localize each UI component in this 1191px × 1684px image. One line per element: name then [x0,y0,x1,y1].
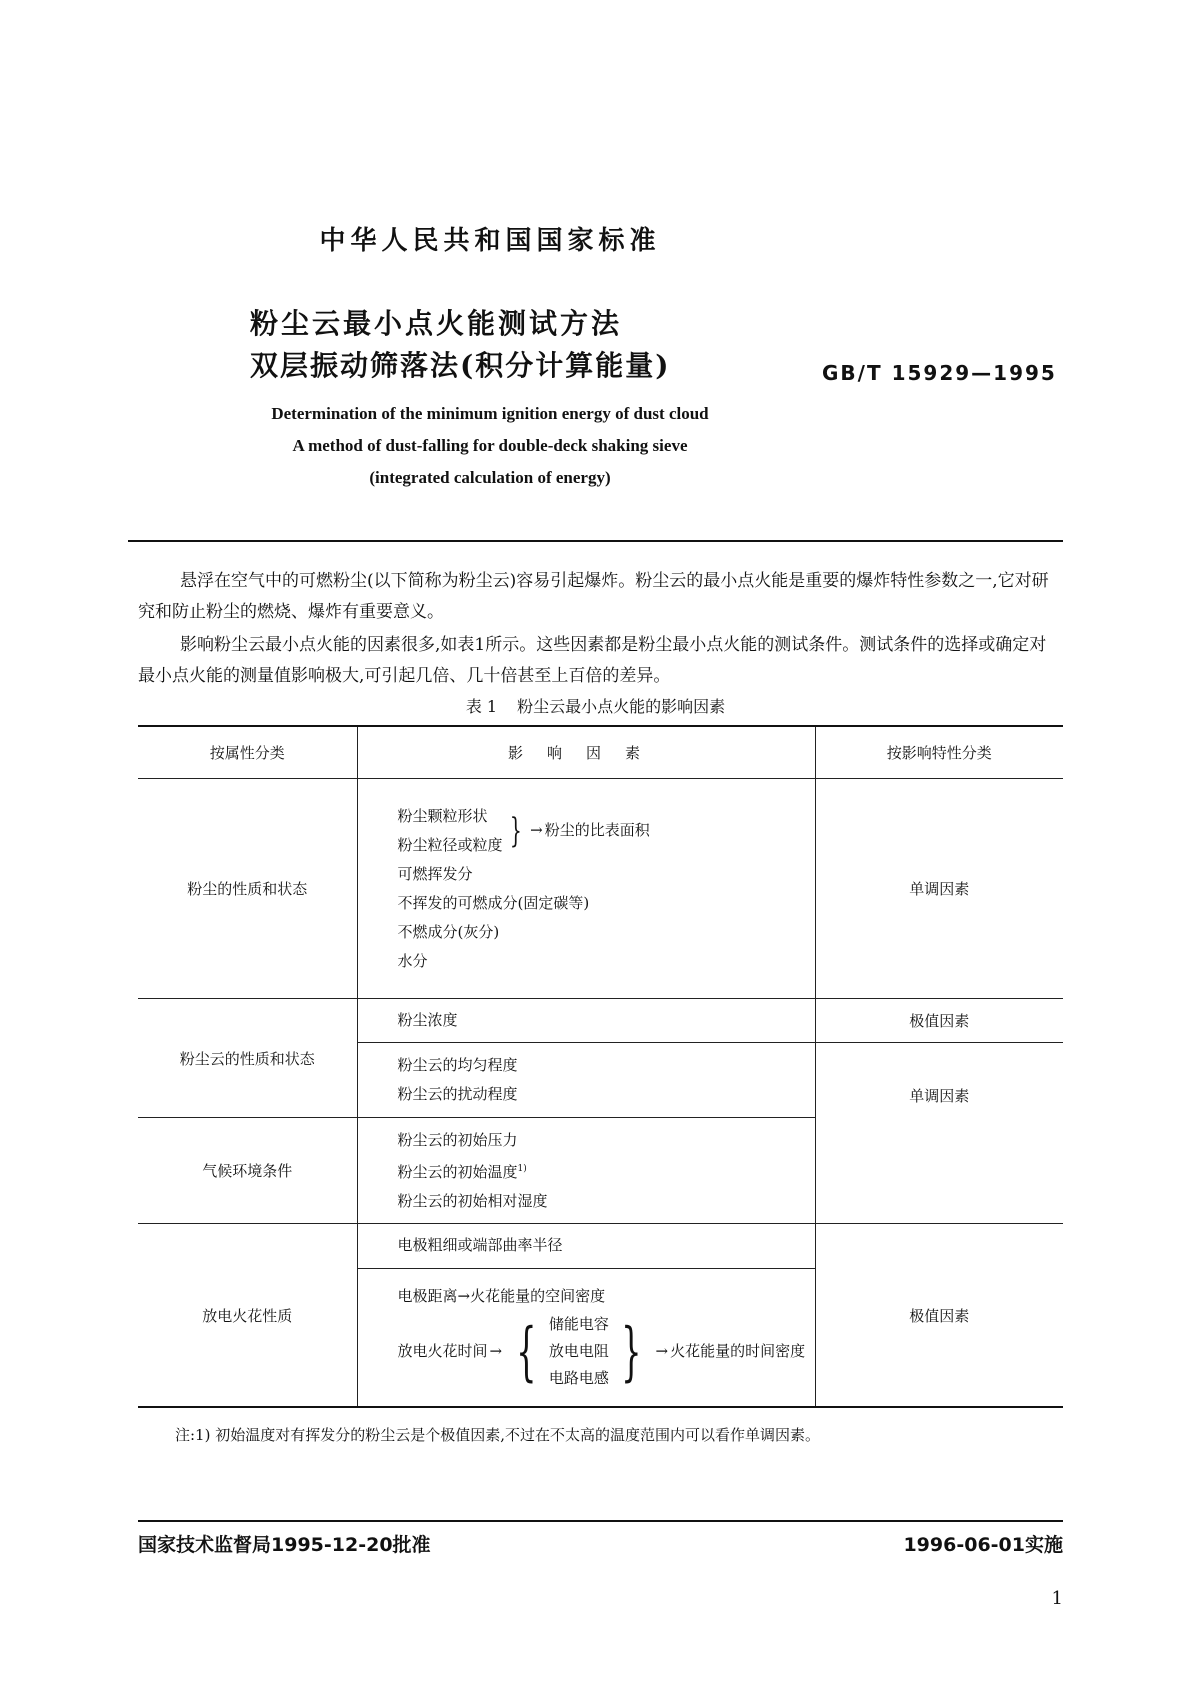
characteristic-cell: 单调因素 [815,779,1063,998]
factors-cell: 电极粗细或端部曲率半径 [357,1224,815,1268]
header-category: 按属性分类 [138,726,357,779]
arrow-icon: → [489,1342,503,1361]
factor-item: 放电电阻 [548,1342,609,1361]
english-title-line3: (integrated calculation of energy) [369,468,611,487]
factor-item: 不挥发的可燃成分(固定碳等) [397,893,590,912]
header-characteristic: 按影响特性分类 [815,726,1063,779]
factors-cell: 粉尘浓度 [357,998,815,1042]
influence-factors-table [138,725,1063,1408]
factor-item: 可燃挥发分 [397,864,473,883]
page-number: 1 [1051,1588,1063,1609]
factor-item: 粉尘云的扰动程度 [397,1085,518,1104]
factor-target: 粉尘的比表面积 [544,821,650,840]
time-brace-group [398,1311,815,1392]
factors-cell [357,1118,815,1224]
category-cell: 粉尘的性质和状态 [138,779,357,998]
arrow-icon: → [530,821,543,840]
factor-target: 火花能量的时间密度 [670,1342,806,1361]
factors-cell [357,1043,815,1118]
intro-paragraph-2: 影响粉尘云最小点火能的因素很多,如表1所示。这些因素都是粉尘最小点火能的测试条件。测试条件的选择或确定对最小点火能的测量值影响极大,可引起几倍、几十倍甚至上百倍的差异。 [138,635,1047,686]
factor-item: 电路电感 [548,1369,609,1388]
table-note: 注:1) 初始温度对有挥发分的粉尘云是个极值因素,不过在不太高的温度范围内可以看作单调因素。 [175,1426,820,1444]
factor-item: 储能电容 [548,1315,609,1334]
document-title-line1: 粉尘云最小点火能测试方法 [250,307,623,340]
left-brace-icon: { [516,1314,537,1389]
category-cell: 气候环境条件 [138,1118,357,1224]
factor-item: 不燃成分(灰分) [397,922,500,941]
characteristic-cell: 单调因素 [815,1043,1063,1224]
factor-item: 粉尘粒径或粒度 [397,835,503,854]
factors-cell [357,1268,815,1407]
characteristic-cell: 极值因素 [815,1224,1063,1407]
characteristic-cell: 极值因素 [815,998,1063,1042]
table-header-row [138,726,1063,779]
table-caption-title: 粉尘云最小点火能的影响因素 [517,697,726,716]
category-cell: 放电火花性质 [138,1224,357,1407]
approval-date: 国家技术监督局1995-12-20批准 [138,1534,431,1556]
factor-item: 电极距离→火花能量的空间密度 [397,1287,606,1306]
factor-item: 粉尘云的初始温度$^{1)}$ [397,1162,527,1181]
document-title-line2: 双层振动筛落法(积分计算能量) [250,349,671,382]
national-standard-heading: 中华人民共和国国家标准 [319,226,661,256]
english-title-line2: A method of dust-falling for double-deck shaking sieve [292,436,688,455]
footer-divider [138,1520,1063,1522]
table-row [138,1224,1063,1268]
arrow-icon: → [655,1342,669,1361]
table-row [138,779,1063,998]
factor-item: 粉尘云的初始压力 [397,1130,518,1149]
factors-cell [357,779,815,998]
factor-item: 水分 [397,951,428,970]
english-title-line1: Determination of the minimum ignition energy of dust cloud [271,404,709,423]
table-caption-number: 表 1 [465,697,498,716]
factor-item: 粉尘云的均匀程度 [397,1056,518,1075]
factor-item: 放电火花时间 [397,1342,488,1361]
footnote-mark: 1) [517,1163,527,1174]
table-caption [0,694,1191,717]
standard-number: GB/T 15929—1995 [822,361,1057,385]
header-divider [128,540,1063,542]
right-brace-icon: } [509,810,522,851]
right-brace-icon: } [621,1314,642,1389]
effective-date: 1996-06-01实施 [903,1534,1063,1556]
brace-group [398,802,815,860]
intro-paragraph-1: 悬浮在空气中的可燃粉尘(以下简称为粉尘云)容易引起爆炸。粉尘云的最小点火能是重要的爆炸特性参数之一,它对研究和防止粉尘的燃烧、爆炸有重要意义。 [138,571,1049,622]
factor-item: 粉尘云的初始相对湿度 [397,1191,548,1210]
table-row [138,998,1063,1042]
header-factors: 影响因素 [357,726,815,779]
factor-item: 粉尘颗粒形状 [397,806,488,825]
category-cell: 粉尘云的性质和状态 [138,998,357,1118]
